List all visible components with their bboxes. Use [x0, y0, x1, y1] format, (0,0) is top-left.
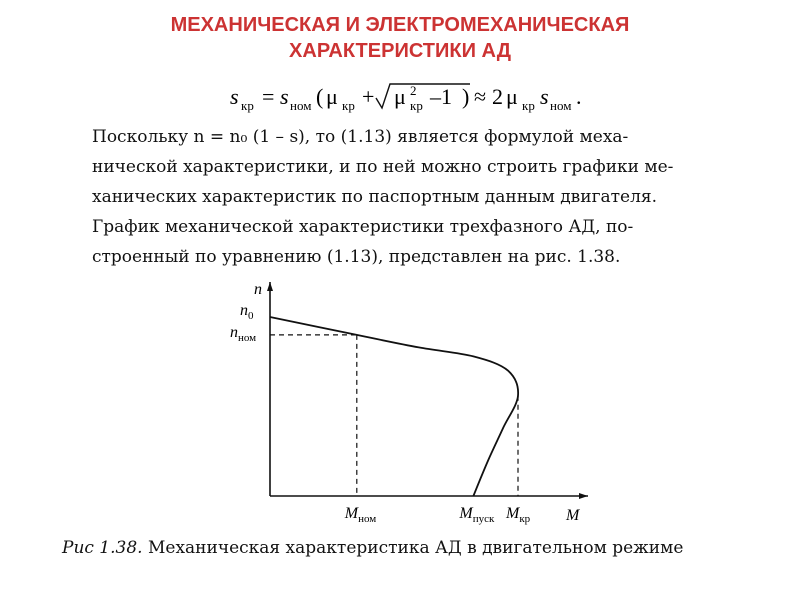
- body-line-1: Поскольку n = n₀ (1 – s), то (1.13) является формулой меха-: [92, 127, 629, 147]
- mechanical-characteristic-chart: [0, 270, 800, 532]
- critical-slip-formula: [230, 80, 650, 120]
- formula-sqrt-sup: 2: [410, 83, 417, 98]
- formula-mu-1: μ: [326, 84, 338, 109]
- formula-s-nom: s: [280, 84, 289, 109]
- slide-title-line-2: ХАРАКТЕРИСТИКИ АД: [289, 40, 511, 62]
- x-axis-arrow: [579, 493, 588, 499]
- mechanical-characteristic-curve: [270, 317, 518, 496]
- formula-s-2: s: [540, 84, 549, 109]
- slide-title: [0, 12, 800, 64]
- formula-lhs: s: [230, 84, 239, 109]
- figure-caption: [62, 538, 782, 558]
- formula-sqrt-mu: μ: [394, 84, 406, 109]
- formula-sqrt-sign: [376, 84, 470, 108]
- body-line-3: ханических характеристик по паспортным данным двигателя.: [92, 187, 658, 207]
- x-tick-m-crit: $M_{кр}$: [506, 505, 531, 525]
- x-tick-m-start: $M_{пуск}$: [459, 505, 495, 525]
- figure-caption-text: Механическая характеристика АД в двигательном режиме: [142, 538, 684, 558]
- formula-mu-2: μ: [506, 84, 518, 109]
- formula-two: 2: [492, 84, 503, 109]
- chart-labels: [230, 281, 581, 525]
- formula-sqrt-minus-one: –1: [430, 84, 452, 109]
- formula-close-paren: ): [462, 84, 470, 109]
- formula-open-paren: (: [316, 84, 324, 109]
- formula-s-nom-sub: ном: [290, 98, 312, 113]
- body-line-4: График механической характеристики трехфазного АД, по-: [92, 217, 634, 237]
- y-tick-n-nom: $n_{ном}$: [230, 323, 257, 344]
- formula-s-2-sub: ном: [550, 98, 572, 113]
- figure-caption-number: Рис 1.38.: [62, 538, 143, 558]
- slide-title-line-1: МЕХАНИЧЕСКАЯ И ЭЛЕКТРОМЕХАНИЧЕСКАЯ: [170, 14, 630, 36]
- x-tick-m-nom: $M_{ном}$: [344, 505, 377, 525]
- body-paragraph: [92, 122, 772, 272]
- formula-lhs-sub: кр: [241, 98, 254, 113]
- chart-curve-group: [270, 317, 518, 496]
- formula-sqrt-sub: кр: [410, 98, 423, 113]
- body-line-5: строенный по уравнению (1.13), представлен на рис. 1.38.: [92, 247, 621, 267]
- x-axis-label: M: [566, 507, 580, 524]
- formula-eq: =: [262, 84, 275, 109]
- formula-dot: .: [576, 84, 582, 109]
- y-axis-arrow: [267, 282, 273, 291]
- formula-mu-1-sub: кр: [342, 98, 355, 113]
- chart-axes: [267, 282, 588, 499]
- formula-approx: ≈: [474, 84, 487, 109]
- y-tick-n0: $n_0$: [240, 302, 254, 322]
- body-line-2: нической характеристики, и по ней можно строить графики ме-: [92, 157, 674, 177]
- formula-plus: +: [362, 84, 375, 109]
- y-axis-label: n: [254, 281, 262, 298]
- formula-mu-2-sub: кр: [522, 98, 535, 113]
